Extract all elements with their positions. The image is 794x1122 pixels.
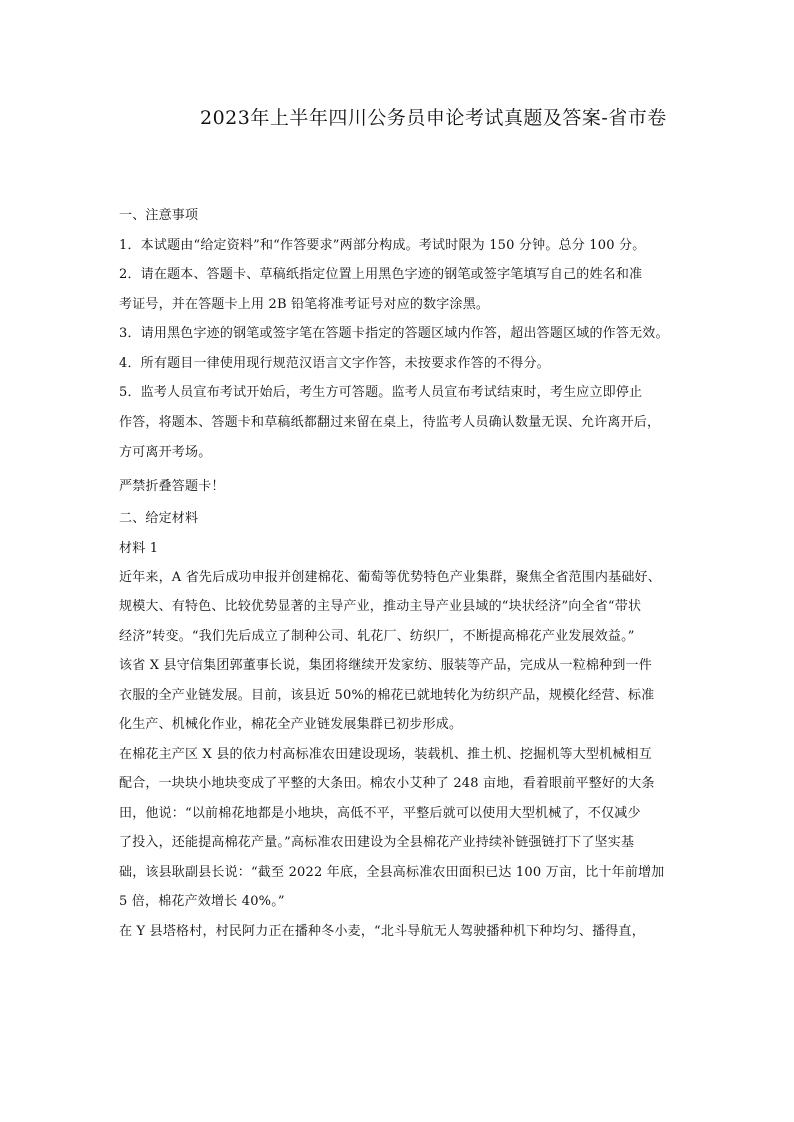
paragraph-line: 规模大、有特色、比较优势显著的主导产业，推动主导产业县域的“块状经济”向全省“带状 [119,599,642,614]
section-heading: 二、给定材料 [119,511,199,526]
paragraph-line: 在棉花主产区 X 县的依力村高标准农田建设现场，装载机、推土机、挖掘机等大型机械相互 [119,747,652,762]
paragraph-line: 3．请用黑色字迹的钢笔或签字笔在答题卡指定的答题区域内作答，超出答题区域的作答无效。 [119,326,669,341]
paragraph-line: 1．本试题由“给定资料”和“作答要求”两部分构成。考试时限为 150 分钟。总分 100 分。 [119,238,646,253]
paragraph-line: 作答，将题本、答题卡和草稿纸都翻过来留在桌上，待监考人员确认数量无误、允许离开后， [119,415,661,430]
paragraph-line: 田，他说：“以前棉花地都是小地块，高低不平，平整后就可以使用大型机械了，不仅减少 [119,806,641,821]
paragraph-line: 考证号，并在答题卡上用 2B 铅笔将准考证号对应的数字涂黑。 [119,297,490,312]
paragraph-line: 5．监考人员宣布考试开始后，考生方可答题。监考人员宣布考试结束时，考生应立即停止 [119,385,643,400]
paragraph-line: 配合，一块块小地块变成了平整的大条田。棉农小艾种了 248 亩地，看着眼前平整好的大条 [119,776,655,791]
paragraph-line: 在 Y 县塔格村，村民阿力正在播种冬小麦，“北斗导航无人驾驶播种机下种均匀、播得直， [119,924,645,939]
material-heading: 材料 1 [119,541,159,556]
document-title: 2023年上半年四川公务员申论考试真题及答案-省市卷 [200,107,667,129]
paragraph-line: 近年来，A 省先后成功申报并创建棉花、葡萄等优势特色产业集群，聚焦全省范围内基础好、 [119,570,661,585]
paragraph-line: 2．请在题本、答题卡、草稿纸指定位置上用黑色字迹的钢笔或签字笔填写自己的姓名和准 [119,267,643,282]
paragraph-line: 经济”转变。“我们先后成立了制种公司、轧花厂、纺织厂，不断提高棉花产业发展效益。” [119,629,635,644]
paragraph-line: 5 倍，棉花产效增长 40%。” [119,894,285,909]
paragraph-line: 了投入，还能提高棉花产量。”高标准农田建设为全县棉花产业持续补链强链打下了坚实基 [119,835,635,850]
section-heading: 一、注意事项 [119,208,199,223]
paragraph-line: 该省 X 县守信集团郭董事长说，集团将继续开发家纺、服装等产品，完成从一粒棉种到一件 [119,658,652,673]
paragraph-line: 衣服的全产业链发展。目前，该县近 50%的棉花已就地转化为纺织产品，规模化经营、标准 [119,688,655,703]
warning-line: 严禁折叠答题卡！ [119,479,225,494]
paragraph-line: 4．所有题目一律使用现行规范汉语言文字作答，未按要求作答的不得分。 [119,356,550,371]
paragraph-line: 化生产、机械化作业，棉花全产业链发展集群已初步形成。 [119,717,463,732]
paragraph-line: 方可离开考场。 [119,445,212,460]
paragraph-line: 础，该县耿副县长说：“截至 2022 年底，全县高标准农田面积已达 100 万亩，比十年前增加 [119,865,665,880]
